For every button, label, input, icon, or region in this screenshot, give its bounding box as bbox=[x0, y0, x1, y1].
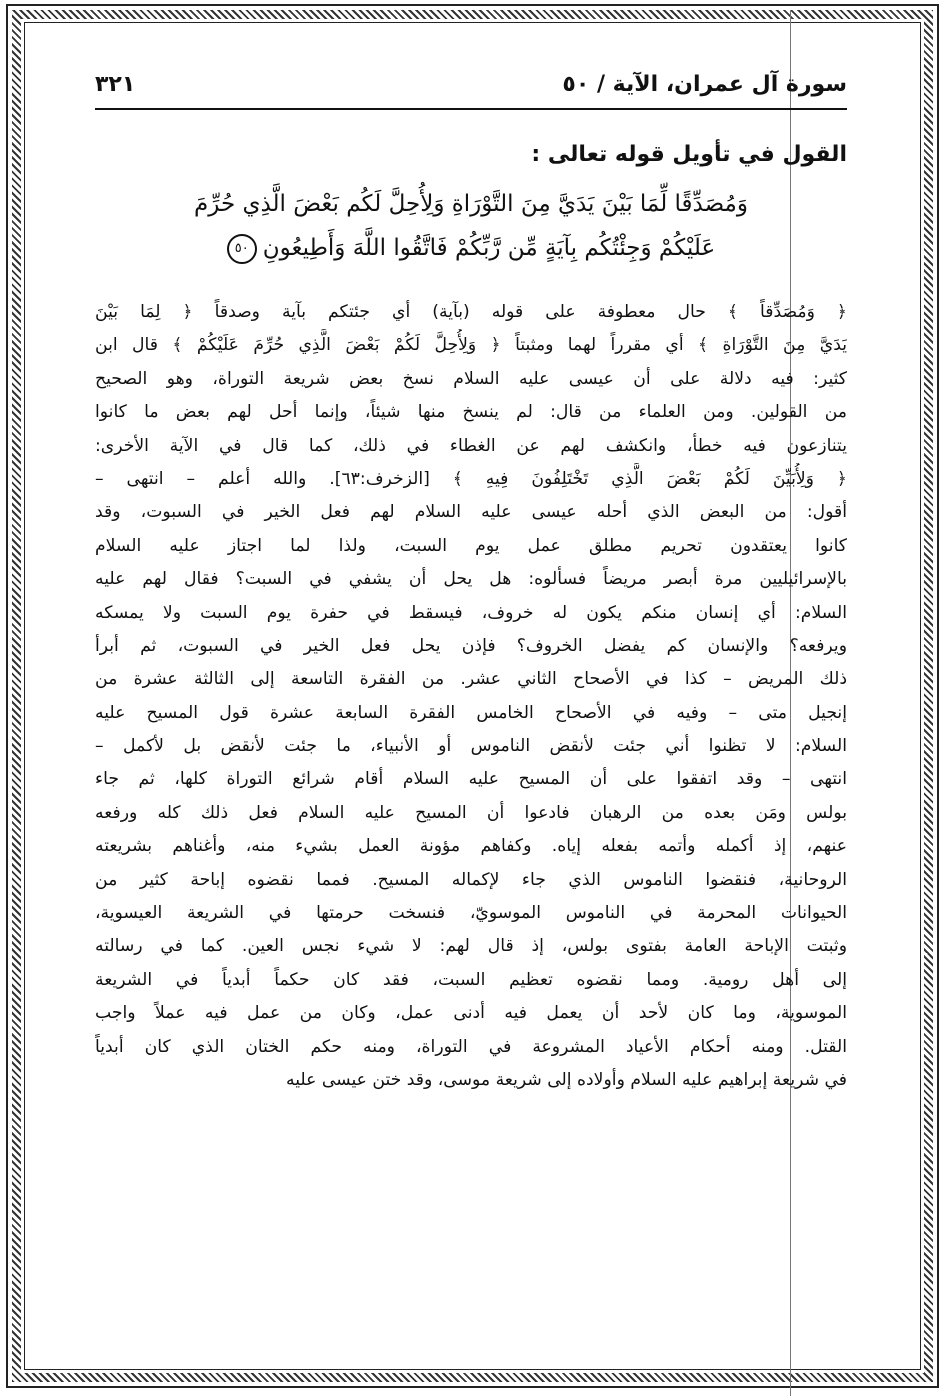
body-line: ذلك المريض – كذا في الأصحاح الثاني عشر. من الفقرة التاسعة إلى الثالثة عشرة من bbox=[95, 669, 847, 690]
section-heading: القول في تأويل قوله تعالى : bbox=[531, 142, 847, 167]
body-line: إنجيل متى – وفيه في الأصحاح الخامس الفقرة السابعة عشرة قول المسيح عليه bbox=[95, 702, 847, 723]
body-line: يتنازعون فيه خطأ، وانكشف لهم عن الغطاء في ذلك، كما قال في الآية الأخرى: bbox=[95, 435, 847, 456]
commentary-body bbox=[95, 296, 847, 1097]
body-line: وثبتت الإباحة العامة بفتوى بولس، إذ قال لهم: لا شيء نجس العين. كما في رسالته bbox=[95, 936, 847, 957]
body-line: عنهم، إذ أكمله وأتمه بفعله إياه. وكفاهم مؤونة العمل بشيء منه، وأغناهم بشريعته bbox=[95, 836, 847, 857]
ayah-number-marker: ٥٠ bbox=[227, 234, 257, 264]
body-line: انتهى – وقد اتفقوا على أن المسيح عليه السلام أقام شرائع التوراة كلها، ثم جاء bbox=[95, 769, 847, 790]
verse-line: وَمُصَدِّقًا لِّمَا بَيْنَ يَدَيَّ مِنَ التَّوْرَاةِ وَلِأُحِلَّ لَكُم بَعْضَ الَّذِي حُرِّمَ bbox=[194, 191, 748, 217]
body-line: كانوا يعتقدون تحريم مطلق عمل يوم السبت، ولذا لما اجتاز عليه السلام bbox=[95, 535, 847, 556]
body-line: القتل. ومنه أحكام الأعياد المشروعة في التوراة، ومنه حكم الختان الذي كان أبدياً bbox=[95, 1036, 847, 1057]
body-line: ويرفعه؟ والإنسان كم يفضل الخروف؟ فإذن يحل فعل الخير في السبوت، ثم أبرأ bbox=[95, 635, 847, 656]
body-line: السلام: أي إنسان منكم يكون له خروف، فيسقط في حفرة يوم السبت ولا يمسكه bbox=[95, 602, 847, 623]
body-line: بولس ومَن بعده من الرهبان فادعوا أن المسيح عليه السلام فعل ذلك كله ورفعه bbox=[95, 802, 847, 823]
running-header bbox=[95, 64, 847, 104]
verse-line-text: عَلَيْكُمْ وَجِئْتُكُم بِآيَةٍ مِّن رَّبِّكُمْ فَاتَّقُوا اللَّهَ وَأَطِيعُونِ bbox=[262, 235, 716, 261]
body-line: أقول: من البعض الذي أحله عيسى عليه السلام لهم فعل الخير في السبوت، وقد bbox=[95, 502, 847, 523]
verse-line bbox=[95, 226, 847, 270]
body-line: ﴿ وَلِأُبَيِّنَ لَكُمْ بَعْضَ الَّذِي تَخْتَلِفُونَ فِيهِ ﴾ [الزخرف:٦٣]. والله أعلم – انتهى – bbox=[95, 468, 847, 489]
header-rule bbox=[95, 108, 847, 110]
surah-title: سورة آل عمران، الآية / ٥٠ bbox=[562, 71, 847, 97]
body-line: الحيوانات المحرمة في الناموس الموسويّ، فنسخت حرمتها في الشريعة العيسوية، bbox=[95, 903, 847, 924]
body-line: إلى أهل رومية. ومما نقضوه تعظيم السبت، فقد كان حكماً أبدياً في الشريعة bbox=[95, 969, 847, 990]
body-line: الروحانية، فنقضوا الناموس الذي جاء لإكماله المسيح. فمما نقضوه إباحة كثير من bbox=[95, 869, 847, 890]
page-content bbox=[95, 64, 847, 1304]
body-line: الموسوية، وما كان لأحد أن يعمل فيه أدنى عمل، وكان من عمل فيه عملاً واجب bbox=[95, 1003, 847, 1024]
body-line: السلام: لا تظنوا أني جئت لأنقض الناموس أو الأنبياء، ما جئت لأنقض بل لأكمل – bbox=[95, 736, 847, 757]
body-line: يَدَيَّ مِنَ التَّوْرَاةِ ﴾ أي مقرراً لهما ومثبتاً ﴿ وَلِأُحِلَّ لَكُمْ بَعْضَ الَّذِي حُرِّمَ عَلَيْكُمْ ﴾ قال ابن bbox=[95, 335, 847, 356]
body-line: ﴿ وَمُصَدِّقاً ﴾ حال معطوفة على قوله (بآية) أي جئتكم بآية وصدقاً ﴿ لِمَا بَيْنَ bbox=[95, 302, 847, 322]
quran-verse bbox=[95, 182, 847, 270]
body-line: بالإسرائيليين مرة أبصر مريضاً فسألوه: هل يحل أن يشفي في السبت؟ فقال لهم عليه bbox=[95, 569, 847, 590]
page-number: ٣٢١ bbox=[95, 71, 136, 97]
body-line: من القولين. ومن العلماء من قال: لم ينسخ منها شيئاً، وإنما أحل لهم بعض ما كانوا bbox=[95, 402, 847, 423]
body-line: في شريعة إبراهيم عليه السلام وأولاده إلى شريعة موسى، وقد ختن عيسى عليه bbox=[286, 1069, 847, 1090]
body-line: كثير: فيه دلالة على أن عيسى عليه السلام نسخ بعض شريعة التوراة، وهو الصحيح bbox=[95, 368, 847, 389]
